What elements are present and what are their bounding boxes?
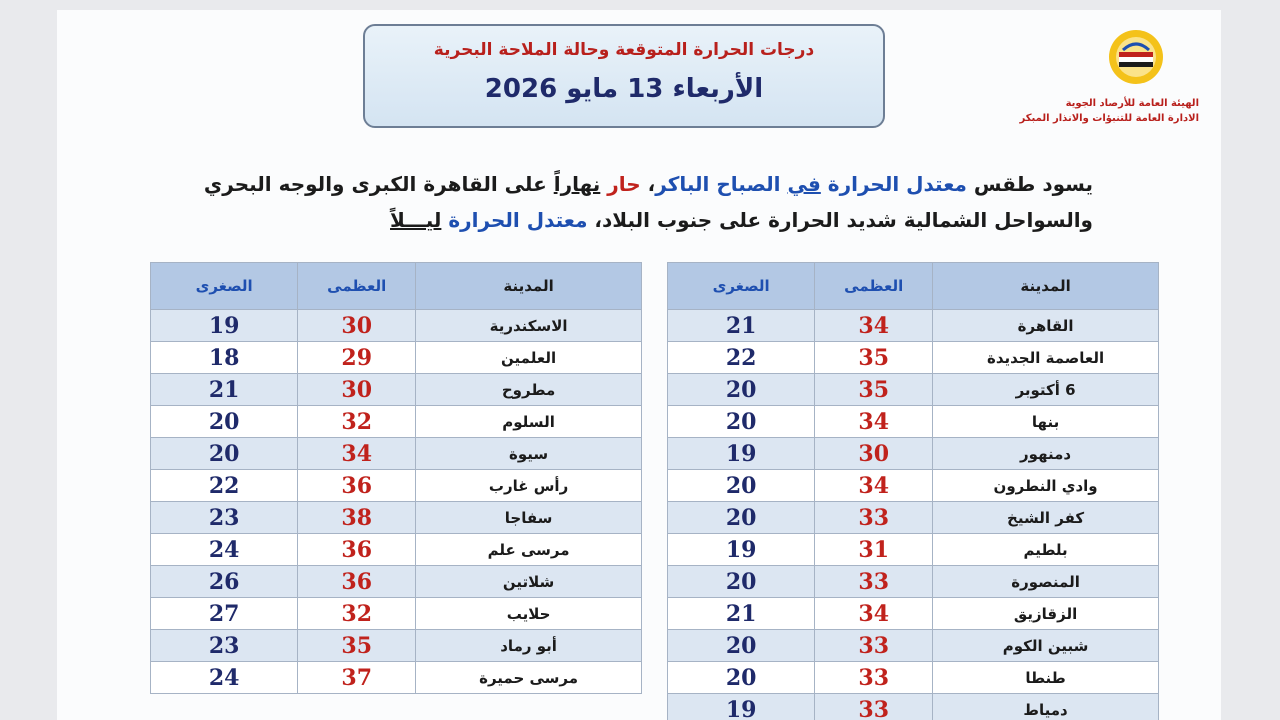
summary-text: يسود طقس — [966, 172, 1093, 196]
city-cell: حلايب — [416, 598, 642, 630]
page-title: درجات الحرارة المتوقعة وحالة الملاحة البحرية — [433, 40, 815, 60]
city-cell: شبين الكوم — [933, 630, 1159, 662]
organization-name — [959, 96, 1199, 126]
min-temp-cell: 21 — [668, 598, 815, 630]
city-cell: شلاتين — [416, 566, 642, 598]
city-cell: دمياط — [933, 694, 1159, 720]
column-header-max: العظمى — [815, 263, 933, 310]
min-temp-cell: 24 — [151, 662, 298, 694]
column-header-min: الصغرى — [151, 263, 298, 310]
min-temp-cell: 23 — [151, 630, 298, 662]
min-temp-cell: 20 — [151, 438, 298, 470]
title-box — [363, 24, 885, 128]
table-row — [668, 630, 1159, 662]
max-temp-cell: 33 — [815, 662, 933, 694]
max-temp-cell: 33 — [815, 566, 933, 598]
organization-line-1: الهيئة العامة للأرصاد الجوية — [1065, 98, 1199, 109]
max-temp-cell: 30 — [298, 310, 416, 342]
min-temp-cell: 22 — [668, 342, 815, 374]
table-row — [151, 310, 642, 342]
table-row — [668, 534, 1159, 566]
summary-text: على القاهرة الكبرى والوجه البحري والسواحل الشمالية شديد الحرارة على جنوب البلاد، — [203, 172, 1093, 232]
min-temp-cell: 20 — [668, 566, 815, 598]
city-cell: طنطا — [933, 662, 1159, 694]
summary-highlight: معتدل الحرارة — [820, 172, 967, 196]
summary-highlight: في — [787, 172, 821, 196]
table-row — [151, 342, 642, 374]
column-header-city: المدينة — [933, 263, 1159, 310]
city-cell: العاصمة الجديدة — [933, 342, 1159, 374]
min-temp-cell: 20 — [668, 630, 815, 662]
table-header-row — [151, 263, 642, 310]
city-cell: السلوم — [416, 406, 642, 438]
max-temp-cell: 33 — [815, 630, 933, 662]
table-row — [668, 598, 1159, 630]
min-temp-cell: 21 — [151, 374, 298, 406]
city-cell: رأس غارب — [416, 470, 642, 502]
city-cell: دمنهور — [933, 438, 1159, 470]
max-temp-cell: 31 — [815, 534, 933, 566]
table-row — [151, 470, 642, 502]
city-cell: مرسى علم — [416, 534, 642, 566]
max-temp-cell: 38 — [298, 502, 416, 534]
table-row — [668, 662, 1159, 694]
city-cell: مرسى حميرة — [416, 662, 642, 694]
min-temp-cell: 19 — [668, 438, 815, 470]
table-row — [668, 566, 1159, 598]
table-row — [668, 342, 1159, 374]
city-cell: مطروح — [416, 374, 642, 406]
column-header-min: الصغرى — [668, 263, 815, 310]
city-cell: الاسكندرية — [416, 310, 642, 342]
table-row — [668, 438, 1159, 470]
max-temp-cell: 34 — [298, 438, 416, 470]
min-temp-cell: 26 — [151, 566, 298, 598]
max-temp-cell: 33 — [815, 502, 933, 534]
summary-highlight: معتدل الحرارة — [441, 208, 588, 232]
min-temp-cell: 20 — [151, 406, 298, 438]
city-cell: الزقازيق — [933, 598, 1159, 630]
weather-summary — [153, 166, 1093, 238]
max-temp-cell: 30 — [815, 438, 933, 470]
city-cell: كفر الشيخ — [933, 502, 1159, 534]
city-cell: أبو رماد — [416, 630, 642, 662]
min-temp-cell: 24 — [151, 534, 298, 566]
min-temp-cell: 18 — [151, 342, 298, 374]
table-row — [151, 630, 642, 662]
min-temp-cell: 20 — [668, 374, 815, 406]
max-temp-cell: 37 — [298, 662, 416, 694]
table-row — [668, 406, 1159, 438]
max-temp-cell: 36 — [298, 566, 416, 598]
min-temp-cell: 23 — [151, 502, 298, 534]
city-cell: بلطيم — [933, 534, 1159, 566]
city-cell: سفاجا — [416, 502, 642, 534]
summary-text: نهاراً — [553, 172, 601, 196]
min-temp-cell: 20 — [668, 470, 815, 502]
city-cell: القاهرة — [933, 310, 1159, 342]
table-row — [668, 502, 1159, 534]
min-temp-cell: 22 — [151, 470, 298, 502]
city-cell: 6 أكتوبر — [933, 374, 1159, 406]
max-temp-cell: 34 — [815, 598, 933, 630]
meteorological-authority-logo-icon — [1107, 28, 1165, 86]
table-row — [151, 598, 642, 630]
max-temp-cell: 36 — [298, 534, 416, 566]
summary-text: ، — [640, 172, 656, 196]
table-row — [151, 406, 642, 438]
max-temp-cell: 32 — [298, 406, 416, 438]
min-temp-cell: 21 — [668, 310, 815, 342]
table-row — [151, 374, 642, 406]
max-temp-cell: 34 — [815, 406, 933, 438]
table-row — [151, 502, 642, 534]
table-header-row — [668, 263, 1159, 310]
city-cell: سيوة — [416, 438, 642, 470]
min-temp-cell: 19 — [668, 534, 815, 566]
max-temp-cell: 32 — [298, 598, 416, 630]
city-cell: بنها — [933, 406, 1159, 438]
min-temp-cell: 27 — [151, 598, 298, 630]
summary-highlight: الصباح الباكر — [655, 172, 788, 196]
table-row — [668, 694, 1159, 720]
summary-highlight: حار — [600, 172, 641, 196]
min-temp-cell: 20 — [668, 406, 815, 438]
max-temp-cell: 29 — [298, 342, 416, 374]
organization-line-2: الادارة العامة للتنبؤات والانذار المبكر — [1019, 113, 1199, 124]
city-cell: العلمين — [416, 342, 642, 374]
max-temp-cell: 35 — [815, 342, 933, 374]
min-temp-cell: 20 — [668, 502, 815, 534]
temperature-table-left — [150, 262, 642, 694]
table-row — [151, 566, 642, 598]
forecast-date: الأربعاء 13 مايو 2026 — [484, 74, 764, 104]
forecast-sheet — [57, 10, 1221, 720]
table-row — [668, 470, 1159, 502]
city-cell: وادي النطرون — [933, 470, 1159, 502]
max-temp-cell: 34 — [815, 310, 933, 342]
max-temp-cell: 35 — [815, 374, 933, 406]
max-temp-cell: 35 — [298, 630, 416, 662]
table-row — [668, 310, 1159, 342]
max-temp-cell: 30 — [298, 374, 416, 406]
max-temp-cell: 33 — [815, 694, 933, 720]
table-row — [151, 534, 642, 566]
table-row — [668, 374, 1159, 406]
summary-text: ليـــلاً — [390, 208, 442, 232]
table-row — [151, 662, 642, 694]
min-temp-cell: 20 — [668, 662, 815, 694]
column-header-city: المدينة — [416, 263, 642, 310]
column-header-max: العظمى — [298, 263, 416, 310]
city-cell: المنصورة — [933, 566, 1159, 598]
max-temp-cell: 34 — [815, 470, 933, 502]
min-temp-cell: 19 — [151, 310, 298, 342]
min-temp-cell: 19 — [668, 694, 815, 720]
temperature-table-right — [667, 262, 1159, 720]
max-temp-cell: 36 — [298, 470, 416, 502]
table-row — [151, 438, 642, 470]
